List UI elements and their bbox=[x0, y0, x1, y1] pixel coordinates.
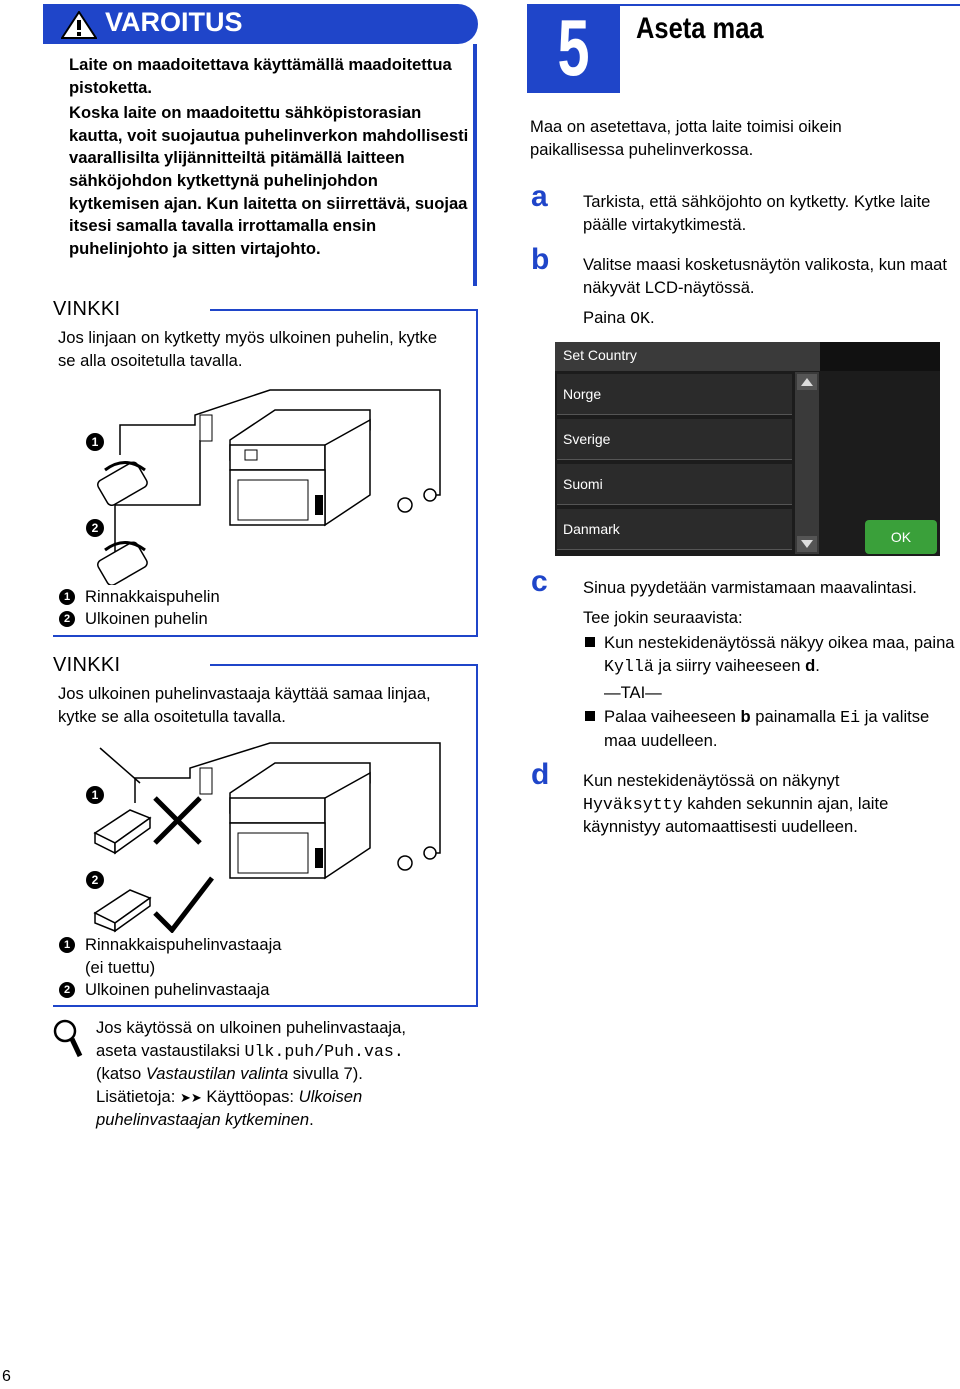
substep-d-letter: d bbox=[531, 758, 550, 791]
legend-1: Rinnakkaispuhelinvastaaja bbox=[85, 935, 282, 954]
no-code: Ei bbox=[840, 708, 861, 727]
step-ref-b: b bbox=[740, 707, 751, 726]
warning-triangle-icon bbox=[61, 11, 97, 39]
tip-line-3: (katso bbox=[96, 1064, 146, 1084]
option-2-text-c: ja valitse maa uudelleen. bbox=[604, 707, 930, 750]
legend-2-callout: 2 bbox=[59, 982, 75, 998]
substep-c-letter: c bbox=[531, 565, 548, 598]
telephone-icon bbox=[96, 460, 149, 507]
tip-period: . bbox=[309, 1110, 314, 1130]
warning-frame bbox=[473, 44, 477, 286]
step-ref-d: d bbox=[805, 655, 816, 675]
note-1-frame-right bbox=[476, 309, 478, 637]
printer-icon bbox=[230, 410, 370, 525]
option-1-period: . bbox=[815, 655, 820, 675]
warning-text bbox=[69, 54, 469, 263]
bullet-icon bbox=[585, 711, 595, 721]
lcd-country-suomi[interactable] bbox=[557, 464, 792, 505]
step-number-box bbox=[527, 4, 620, 93]
phone-connection-diagram bbox=[60, 385, 470, 585]
lcd-item-label: Sverige bbox=[563, 431, 611, 447]
tip-link-text: Vastaustilan valinta bbox=[145, 1064, 289, 1084]
check-icon bbox=[155, 878, 212, 930]
tip-line-3-end: sivulla 7). bbox=[288, 1064, 363, 1084]
telephone-icon bbox=[96, 540, 149, 585]
lcd-ok-label: OK bbox=[890, 529, 912, 545]
substep-c-option-2 bbox=[604, 706, 960, 752]
tip-section: Ulkoisen bbox=[298, 1086, 363, 1106]
cross-icon bbox=[155, 798, 200, 843]
step-number: 5 bbox=[557, 3, 590, 92]
lcd-header bbox=[555, 342, 820, 371]
magnifier-icon bbox=[52, 1018, 84, 1060]
double-arrow-icon: ➤➤ bbox=[179, 1089, 202, 1105]
step-intro: Maa on asetettava, jotta laite toimisi oikein paikallisessa puhelinverkossa. bbox=[530, 117, 842, 159]
warning-para-2: Koska laite on maadoitettu sähköpistorasian kautta, voit suojautua puhelinverkon mahdollisesti vaarallisilta ylijännitteiltä pitämällä laitteen sähköjohdon kytkettynä puhelinjohdon kytkemisen ajan. Kun laitetta on siirrettävä, suojaa itsesi samalla tavalla irrottamalla ensin puhelinjohto ja sitten virtajohto. bbox=[69, 103, 469, 258]
note-2-frame-top bbox=[210, 664, 478, 666]
callout-1: 1 bbox=[86, 786, 104, 804]
note-1-frame-top bbox=[210, 309, 478, 311]
lcd-item-label: Danmark bbox=[563, 521, 620, 537]
step-header-line bbox=[620, 4, 960, 6]
substep-a-text: Tarkista, että sähköjohto on kytketty. Kytke laite päälle virtakytkimestä. bbox=[583, 192, 931, 234]
warning-para-1: Laite on maadoitettava käyttämällä maadoitettua pistoketta. bbox=[69, 55, 452, 97]
substep-a-letter: a bbox=[531, 180, 548, 213]
tip-line-1: Jos käytössä on ulkoinen puhelinvastaaja, bbox=[96, 1018, 406, 1037]
yes-code: Kyllä bbox=[604, 656, 654, 676]
tip-line-4: Lisätietoja: bbox=[96, 1086, 180, 1106]
option-1-text: Kun nestekidenäytössä näkyy oikea maa, paina bbox=[604, 633, 955, 652]
substep-c-option-1 bbox=[604, 632, 956, 678]
lcd-scrollbar[interactable] bbox=[795, 372, 819, 554]
warning-header bbox=[43, 4, 478, 44]
legend-1: Rinnakkaispuhelin bbox=[85, 587, 220, 606]
legend-1-callout: 1 bbox=[59, 589, 75, 605]
tip-code: Ulk.puh/Puh.vas. bbox=[244, 1041, 404, 1061]
accepted-code: Hyväksytty bbox=[583, 794, 683, 814]
note-2-frame-bottom bbox=[53, 1005, 478, 1007]
note-1-title: VINKKI bbox=[53, 298, 121, 320]
callout-2: 2 bbox=[86, 871, 104, 889]
answering-machine-icon bbox=[95, 890, 150, 931]
note-2-title: VINKKI bbox=[53, 654, 121, 676]
answering-machine-diagram bbox=[60, 738, 470, 933]
or-separator: —TAI— bbox=[604, 683, 662, 702]
press-label: Paina bbox=[583, 308, 631, 327]
bullet-icon bbox=[585, 637, 595, 647]
lcd-item-label: Suomi bbox=[563, 476, 603, 492]
tip-section-cont: puhelinvastaajan kytkeminen bbox=[96, 1110, 310, 1130]
tip-text bbox=[96, 1017, 466, 1132]
note-2-frame-right bbox=[476, 664, 478, 1007]
lcd-item-label: Norge bbox=[563, 386, 602, 402]
printer-icon bbox=[230, 763, 370, 878]
page-number: 6 bbox=[2, 1368, 11, 1385]
ok-code: OK bbox=[630, 309, 650, 328]
substep-c-text: Sinua pyydetään varmistamaan maavalintasi. bbox=[583, 578, 917, 597]
option-2-text-b: painamalla bbox=[750, 707, 841, 726]
legend-2-callout: 2 bbox=[59, 611, 75, 627]
d-text-2: kahden sekunnin ajan, laite käynnistyy automaattisesti uudelleen. bbox=[583, 793, 889, 837]
d-text-1: Kun nestekidenäytössä on näkynyt bbox=[583, 771, 840, 790]
substep-c-sub: Tee jokin seuraavista: bbox=[583, 608, 743, 627]
option-1-text-b: ja siirry vaiheeseen bbox=[653, 655, 806, 675]
substep-b-press bbox=[583, 307, 655, 331]
press-period: . bbox=[649, 308, 655, 327]
tip-line-2: aseta vastaustilaksi bbox=[96, 1040, 245, 1060]
legend-1-note: (ei tuettu) bbox=[85, 958, 156, 977]
note-1-text: Jos linjaan on kytketty myös ulkoinen puhelin, kytke se alla osoitetulla tavalla. bbox=[58, 328, 438, 370]
callout-2: 2 bbox=[86, 519, 104, 537]
legend-1-callout: 1 bbox=[59, 937, 75, 953]
legend-2: Ulkoinen puhelinvastaaja bbox=[85, 980, 270, 999]
callout-1: 1 bbox=[86, 433, 104, 451]
lcd-country-norge[interactable] bbox=[557, 374, 792, 415]
answering-machine-icon bbox=[95, 810, 150, 853]
substep-b-letter: b bbox=[531, 243, 550, 276]
lcd-header-label: Set Country bbox=[563, 347, 637, 363]
lcd-country-sverige[interactable] bbox=[557, 419, 792, 460]
lcd-country-danmark[interactable] bbox=[557, 509, 792, 550]
note-1-frame-bottom bbox=[53, 635, 478, 637]
note-2-text: Jos ulkoinen puhelinvastaaja käyttää samaa linjaa, kytke se alla osoitetulla tavalla. bbox=[58, 684, 431, 726]
warning-title: VAROITUS bbox=[105, 7, 243, 37]
substep-d-text bbox=[583, 770, 953, 839]
tip-manual: Käyttöopas: bbox=[201, 1086, 299, 1106]
substep-b-text: Valitse maasi kosketusnäytön valikosta, kun maat näkyvät LCD-näytössä. bbox=[583, 255, 948, 297]
lcd-screen bbox=[555, 342, 940, 556]
lcd-ok-button[interactable] bbox=[865, 520, 937, 554]
legend-2: Ulkoinen puhelin bbox=[85, 609, 208, 628]
option-2-text: Palaa vaiheeseen bbox=[604, 707, 741, 726]
step-title: Aseta maa bbox=[636, 12, 764, 45]
